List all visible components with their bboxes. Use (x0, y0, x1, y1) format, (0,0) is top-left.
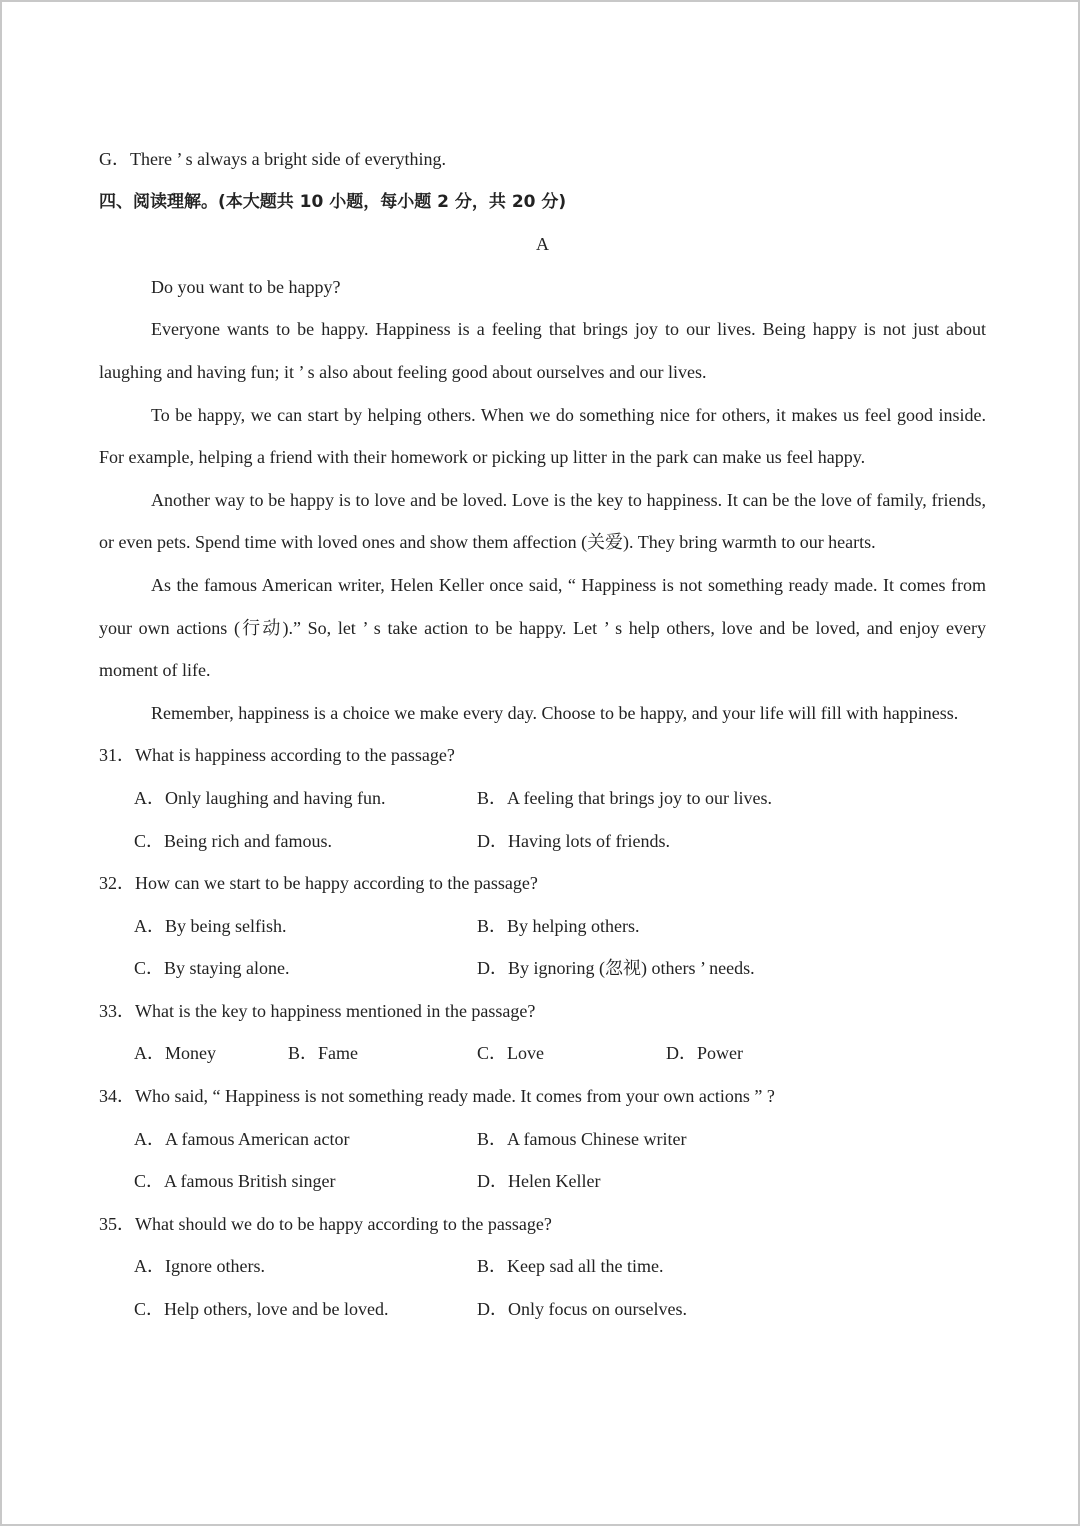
option-row (99, 1288, 986, 1331)
paragraph: As the famous American writer, Helen Keller once said, “ Happiness is not something ready made. It comes from your own actions (行动).” So, let ’ s take action to be happy. Let ’ s help others, love and be loved, and enjoy every moment of life. (99, 574, 986, 681)
option-row (99, 1032, 986, 1075)
paragraph: Another way to be happy is to love and be loved. Love is the key to happiness. It can be the love of family, friends, or even pets. Spend time with loved ones and show them affection (关爱). They bring warmth to our hearts. (99, 489, 986, 553)
option-c: C．Help others, love and be loved. (134, 1299, 389, 1320)
option-g: G．There ’ s always a bright side of everything. (99, 149, 447, 169)
option-b: B．A feeling that brings joy to our lives. (477, 787, 772, 808)
paragraph: To be happy, we can start by helping others. When we do something nice for others, it makes us feel good inside. For example, helping a friend with their homework or picking up litter in the park can make us feel happy. (99, 404, 986, 468)
option-c: C．Love (477, 1043, 544, 1064)
section-heading: 四、阅读理解。(本大题共 10 小题，每小题 2 分，共 20 分) (99, 191, 567, 212)
option-row (99, 905, 986, 948)
option-b: B．A famous Chinese writer (477, 1128, 687, 1149)
option-row (99, 1160, 986, 1203)
option-d: D．By ignoring (忽视) others ’ needs. (477, 958, 755, 979)
question-stem: 35．What should we do to be happy according to the passage? (99, 1213, 552, 1234)
option-row (99, 820, 986, 863)
passage-label: A (536, 234, 549, 255)
paragraph: Remember, happiness is a choice we make every day. Choose to be happy, and your life will fill with happiness. (151, 702, 959, 723)
option-c: C．By staying alone. (134, 958, 290, 979)
option-a: A．A famous American actor (134, 1128, 350, 1149)
option-a: A．Money (134, 1043, 216, 1064)
question-stem: 32．How can we start to be happy according to the passage? (99, 873, 538, 894)
option-row (99, 947, 986, 990)
page-content (99, 138, 986, 1331)
option-b: B．Fame (288, 1043, 358, 1064)
option-d: D．Only focus on ourselves. (477, 1299, 687, 1320)
option-c: C．A famous British singer (134, 1171, 336, 1192)
paragraph: Everyone wants to be happy. Happiness is a feeling that brings joy to our lives. Being happy is not just about laughing and having fun; it ’ s also about feeling good about ourselves and our lives. (99, 319, 986, 382)
option-a: A．Ignore others. (134, 1256, 265, 1277)
option-a: A．Only laughing and having fun. (134, 787, 386, 808)
option-a: A．By being selfish. (134, 915, 287, 936)
option-row (99, 1245, 986, 1288)
option-d: D．Having lots of friends. (477, 830, 670, 851)
option-row (99, 777, 986, 820)
option-c: C．Being rich and famous. (134, 830, 332, 851)
option-d: D．Power (666, 1043, 743, 1064)
option-b: B．Keep sad all the time. (477, 1256, 664, 1277)
question-stem: 34．Who said, “ Happiness is not something ready made. It comes from your own actions ” ? (99, 1086, 775, 1107)
option-b: B．By helping others. (477, 915, 640, 936)
paragraph: Do you want to be happy? (151, 276, 341, 297)
question-stem: 33．What is the key to happiness mentioned in the passage? (99, 1000, 536, 1021)
question-stem: 31．What is happiness according to the passage? (99, 745, 455, 766)
option-d: D．Helen Keller (477, 1171, 601, 1192)
option-row (99, 1118, 986, 1161)
